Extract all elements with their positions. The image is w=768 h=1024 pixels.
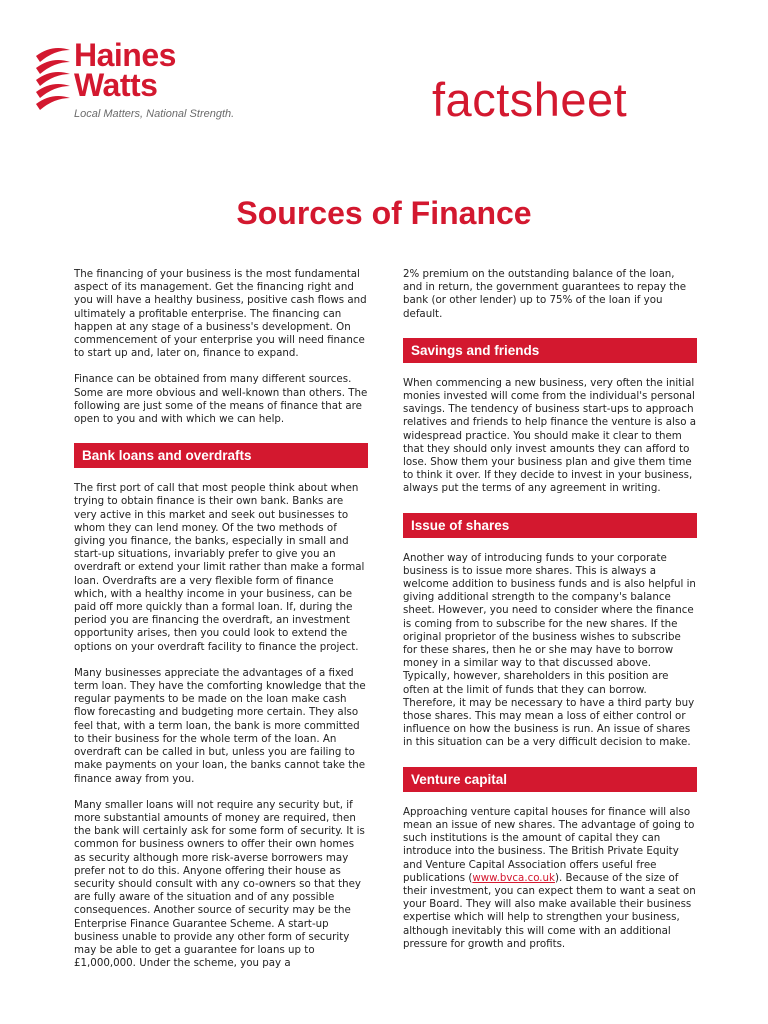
venture-text-before: Approaching venture capital houses for finance will also mean an issue of new shares. The advantage of going to such institutions is the amount of capital they can introduce into the business. The British Private Equity and Venture Capital Association offers useful free publications (	[403, 805, 695, 884]
swoosh-logo-icon	[34, 46, 74, 114]
doc-type-label: factsheet	[432, 73, 628, 126]
bank-paragraph-1: The first port of call that most people think about when trying to obtain finance is their own bank. Banks are very active in this market and seek out businesses to whom they can lend money. Of the two methods of giving you finance, the banks, especially in small and start-up situations, invariably prefer to give you an overdraft or extend your limit rather than make a formal loan. Overdrafts are a very flexible form of finance which, with a healthy income in your business, can be paid off more quickly than a formal loan. If, during the period you are financing the overdraft, an investment opportunity arises, then you could look to extend the options on your overdraft facility to finance the project.	[74, 482, 365, 653]
bank-paragraph-2: Many businesses appreciate the advantages of a fixed term loan. They have the comforting knowledge that the regular payments to be made on the loan make cash flow forecasting and budgeting more certain. They also feel that, with a term loan, the bank is more committed to their business for the whole term of the loan. An overdraft can be called in but, unless you are failing to make payments on your loan, the banks cannot take the finance away from you.	[74, 666, 366, 785]
section-heading-shares: Issue of shares	[403, 513, 697, 538]
brand-tagline: Local Matters, National Strength.	[74, 108, 235, 120]
shares-paragraph: Another way of introducing funds to your corporate business is to issue more shares. This is always a welcome addition to business funds and is also helpful in giving additional strength to the company's balance sheet. However, you need to consider where the finance is coming from to subscribe for the new shares. If the original proprietor of the business wishes to subscribe for these shares, then he or she may have to borrow money in a similar way to that discussed above. Typically, however, shareholders in this position are often at the limit of funds that they can borrow. Therefore, it may be necessary to have a third party buy those shares. This may mean a loss of either control or influence on how the business is run. An issue of shares in this situation can be a very difficult decision to make.	[403, 551, 696, 749]
company-logo	[34, 37, 254, 124]
brand-line-2: Watts	[74, 67, 158, 103]
savings-paragraph: When commencing a new business, very often the initial monies invested will come from the individual's personal savings. The tendency of business start-ups to approach relatives and friends to help finance the venture is also a widespread practice. You should make it clear to them that they should only invest amounts they can afford to lose. Show them your business plan and give them time to think it over. If they decide to invest in your business, always put the terms of any agreement in writing.	[403, 376, 697, 495]
section-heading-savings: Savings and friends	[403, 338, 697, 363]
intro-paragraph-2: Finance can be obtained from many different sources. Some are more obvious and well-known than others. The following are just some of the means of finance that are open to you and with which we can help.	[74, 373, 368, 426]
bvca-link[interactable]: www.bvca.co.uk	[472, 871, 555, 884]
bank-paragraph-3: Many smaller loans will not require any security but, if more substantial amounts of money are required, then the bank will certainly ask for some form of security. It is common for business owners to offer their own homes as security although more risk-averse borrowers may prefer not to do this. Anyone offering their house as security should consult with any co-owners so that they are fully aware of the situation and of any possible consequences. Another source of security may be the Enterprise Finance Guarantee Scheme. A start-up business unable to provide any other form of security may be able to get a guarantee for loans up to £1,000,000. Under the scheme, you pay a	[74, 798, 365, 970]
page-title: Sources of Finance	[236, 195, 532, 231]
venture-text-after: ). Because of the size of their investment, you can expect them to want a seat on your Board. They will also make available their business expertise which will help to strengthen your business, although inevitably this will come with an additional pressure for growth and profits.	[403, 871, 696, 950]
brand-name	[74, 37, 176, 103]
right-column	[403, 268, 697, 951]
venture-paragraph	[403, 806, 697, 951]
left-column	[74, 268, 368, 970]
brand-line-1: Haines	[74, 37, 176, 73]
section-heading-bank-loans: Bank loans and overdrafts	[74, 443, 368, 468]
intro-paragraph-1: The financing of your business is the most fundamental aspect of its management. Get the financing right and you will have a healthy business, positive cash flows and ultimately a profitable enterprise. The financing can happen at any stage of a business's development. On commencement of your enterprise you will need finance to start up and, later on, finance to expand.	[74, 268, 367, 360]
continued-paragraph: 2% premium on the outstanding balance of the loan, and in return, the government guarantees to repay the bank (or other lender) up to 75% of the loan if you default.	[403, 268, 687, 320]
section-heading-venture: Venture capital	[403, 767, 697, 792]
